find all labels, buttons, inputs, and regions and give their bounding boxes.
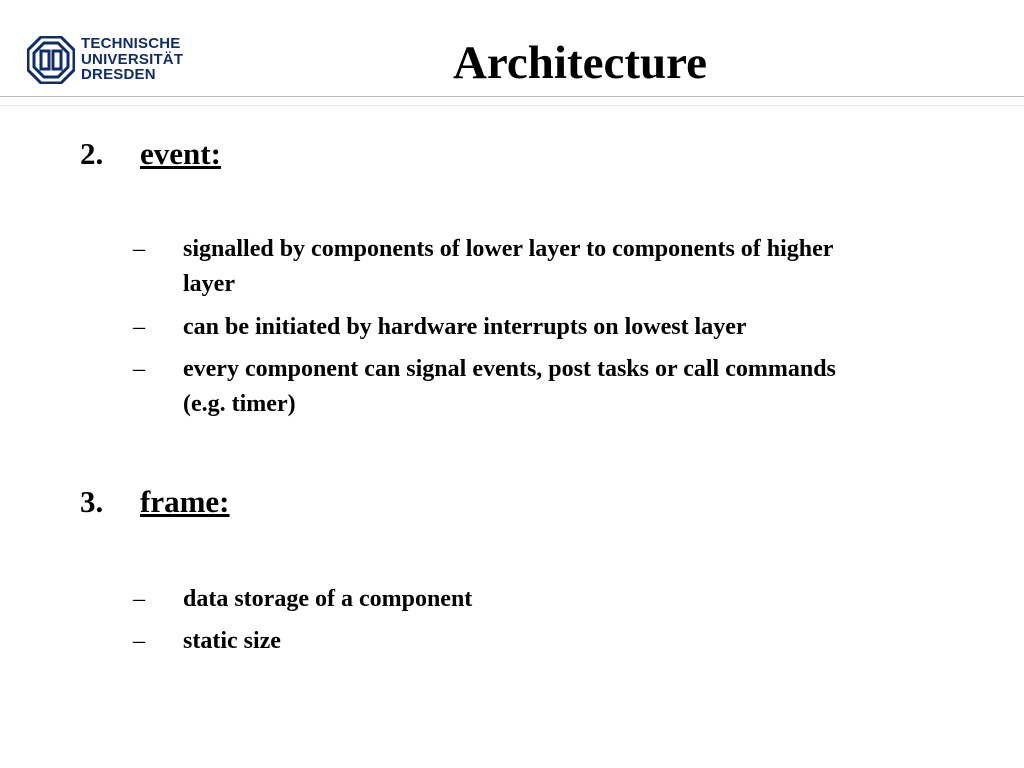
section-frame-heading <box>80 484 230 520</box>
dash-bullet: – <box>133 586 145 612</box>
bullet-text: signalled by components of lower layer to components of higher layer <box>183 236 834 297</box>
section-number: 3. <box>80 484 104 519</box>
bullet-text: data storage of a component <box>183 586 473 612</box>
list-item <box>133 582 893 617</box>
section-label: event: <box>140 136 221 171</box>
logo-wordmark <box>81 36 183 83</box>
bullet-text: static size <box>183 628 281 654</box>
dash-bullet: – <box>133 314 145 340</box>
bullet-text: can be initiated by hardware interrupts on lowest layer <box>183 314 747 340</box>
header-divider-shadow <box>0 105 1024 106</box>
dash-bullet: – <box>133 356 145 382</box>
logo-line-2: UNIVERSITÄT <box>81 50 184 68</box>
list-item <box>133 310 893 345</box>
dash-bullet: – <box>133 236 145 262</box>
tu-dresden-emblem-icon <box>27 36 75 84</box>
list-item <box>133 624 893 659</box>
list-item <box>133 352 893 422</box>
logo-line-1: TECHNISCHE <box>81 35 181 52</box>
bullet-text: every component can signal events, post tasks or call commands (e.g. timer) <box>183 356 836 417</box>
list-item <box>133 232 893 302</box>
header-divider <box>0 96 1024 97</box>
logo-line-3: DRESDEN <box>81 66 156 83</box>
section-event-heading <box>80 136 221 172</box>
section-label: frame: <box>140 484 230 519</box>
section-number: 2. <box>80 136 104 171</box>
dash-bullet: – <box>133 628 145 654</box>
slide-title: Architecture <box>452 37 708 89</box>
tu-dresden-logo <box>27 36 197 88</box>
